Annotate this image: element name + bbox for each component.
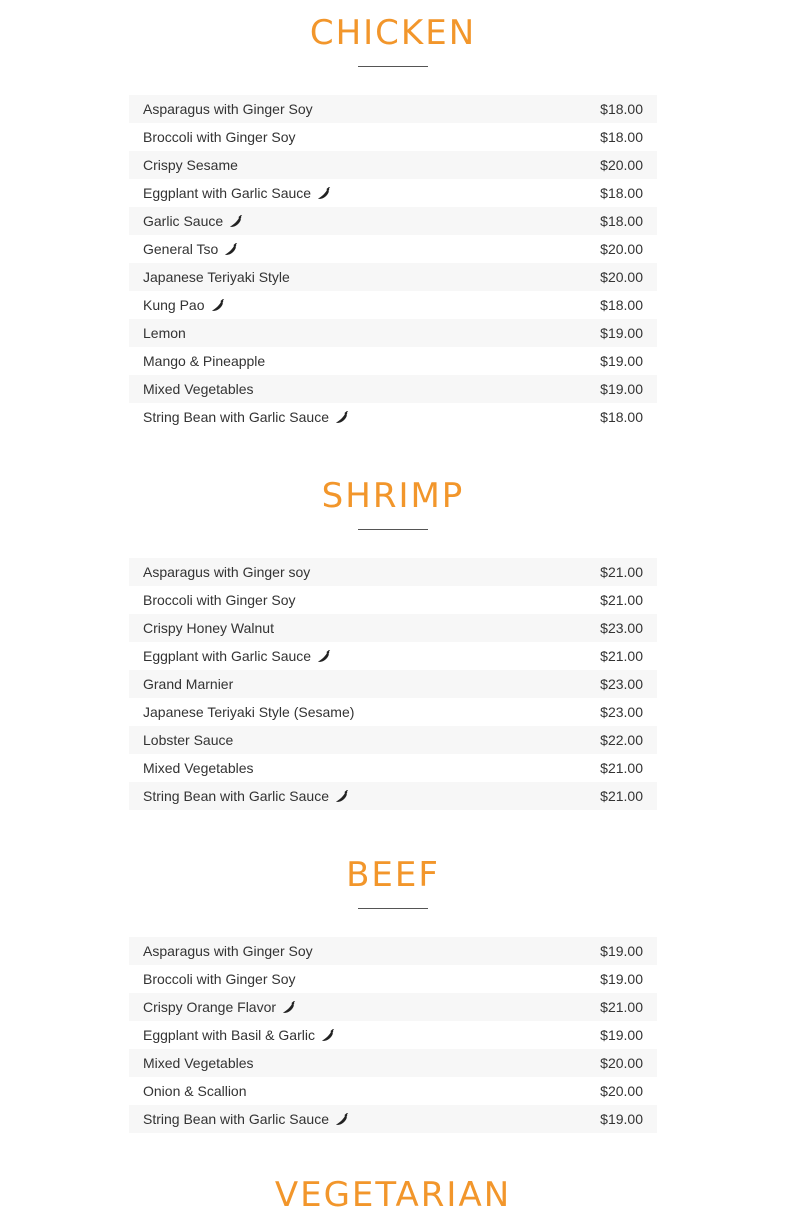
menu-item-row <box>129 614 657 642</box>
section-title: CHICKEN <box>309 13 477 53</box>
chili-pepper-icon <box>210 297 226 313</box>
chili-pepper-icon <box>281 999 297 1015</box>
menu-item-row <box>129 95 657 123</box>
menu-item-row <box>129 151 657 179</box>
menu-item-price: $18.00 <box>600 101 643 117</box>
menu-item-name: Eggplant with Basil & Garlic <box>143 1027 315 1043</box>
menu-item-list <box>129 937 657 1133</box>
menu-item-name: Lobster Sauce <box>143 732 234 748</box>
menu-item-name-group <box>143 381 254 397</box>
chili-pepper-icon <box>316 648 332 664</box>
menu-item-name-group <box>143 213 244 229</box>
menu-item-name: Crispy Sesame <box>143 157 238 173</box>
menu-section-chicken <box>129 13 657 431</box>
menu-item-name: Eggplant with Garlic Sauce <box>143 185 312 201</box>
menu-item-name: Mango & Pineapple <box>143 353 266 369</box>
menu-item-row <box>129 642 657 670</box>
menu-item-name-group <box>143 297 226 313</box>
chili-pepper-icon <box>228 213 244 229</box>
menu-item-price: $23.00 <box>600 704 643 720</box>
menu-item-row <box>129 207 657 235</box>
menu-item-name: Japanese Teriyaki Style (Sesame) <box>143 704 355 720</box>
menu-item-name-group <box>143 592 296 608</box>
menu-item-row <box>129 123 657 151</box>
menu-item-name-group <box>143 760 254 776</box>
menu-item-name: General Tso <box>143 241 219 257</box>
menu-item-row <box>129 782 657 810</box>
menu-item-name: Grand Marnier <box>143 676 234 692</box>
menu-item-price: $18.00 <box>600 409 643 425</box>
menu-item-name: Eggplant with Garlic Sauce <box>143 648 312 664</box>
menu-item-name-group <box>143 704 354 720</box>
menu-item-price: $19.00 <box>600 943 643 959</box>
menu-item-price: $20.00 <box>600 157 643 173</box>
menu-item-price: $20.00 <box>600 241 643 257</box>
chili-pepper-icon <box>223 241 239 257</box>
menu-item-name-group <box>143 1111 350 1127</box>
menu-item-price: $21.00 <box>600 999 643 1015</box>
menu-item-price: $21.00 <box>600 564 643 580</box>
menu-item-name-group <box>143 241 239 257</box>
menu-item-name: Garlic Sauce <box>143 213 224 229</box>
menu-item-price: $22.00 <box>600 732 643 748</box>
menu-item-row <box>129 1021 657 1049</box>
menu-item-list <box>129 558 657 810</box>
menu-item-price: $21.00 <box>600 648 643 664</box>
menu-item-name: Lemon <box>143 325 186 341</box>
menu-item-name-group <box>143 1083 247 1099</box>
menu-item-name: Broccoli with Ginger Soy <box>143 971 296 987</box>
menu-item-price: $19.00 <box>600 325 643 341</box>
menu-item-name-group <box>143 788 350 804</box>
menu-item-name-group <box>143 943 313 959</box>
menu-item-name: Kung Pao <box>143 297 205 313</box>
chili-pepper-icon <box>316 185 332 201</box>
menu-item-row <box>129 1105 657 1133</box>
menu-item-row <box>129 993 657 1021</box>
section-title: SHRIMP <box>321 476 465 516</box>
menu-item-name-group <box>143 269 290 285</box>
menu-item-name-group <box>143 129 296 145</box>
menu-item-row <box>129 375 657 403</box>
menu-item-name-group <box>143 1027 336 1043</box>
menu-item-row <box>129 586 657 614</box>
chili-pepper-icon <box>334 409 350 425</box>
menu-item-price: $19.00 <box>600 1027 643 1043</box>
section-title: VEGETARIAN <box>274 1175 512 1215</box>
menu-item-row <box>129 291 657 319</box>
menu-item-name: String Bean with Garlic Sauce <box>143 409 329 425</box>
menu-item-price: $19.00 <box>600 353 643 369</box>
menu-item-row <box>129 670 657 698</box>
menu-item-price: $19.00 <box>600 1111 643 1127</box>
menu-item-name-group <box>143 185 332 201</box>
menu-item-row <box>129 179 657 207</box>
menu-item-row <box>129 1049 657 1077</box>
chili-pepper-icon <box>334 788 350 804</box>
menu-item-row <box>129 754 657 782</box>
menu-item-price: $18.00 <box>600 297 643 313</box>
menu-item-row <box>129 558 657 586</box>
menu-item-name-group <box>143 971 296 987</box>
menu-item-row <box>129 965 657 993</box>
menu-item-name: String Bean with Garlic Sauce <box>143 1111 329 1127</box>
menu-item-name-group <box>143 325 186 341</box>
section-divider <box>358 529 428 530</box>
menu-item-row <box>129 263 657 291</box>
menu-item-name-group <box>143 676 233 692</box>
menu-section-shrimp <box>129 476 657 810</box>
menu-item-price: $18.00 <box>600 129 643 145</box>
menu-item-price: $23.00 <box>600 676 643 692</box>
menu-item-name: Mixed Vegetables <box>143 381 254 397</box>
menu-item-name-group <box>143 564 310 580</box>
menu-item-name: Broccoli with Ginger Soy <box>143 592 296 608</box>
menu-item-row <box>129 726 657 754</box>
menu-item-price: $20.00 <box>600 269 643 285</box>
menu-item-price: $21.00 <box>600 592 643 608</box>
menu-item-list <box>129 95 657 431</box>
menu-item-name-group <box>143 1055 254 1071</box>
menu-item-price: $20.00 <box>600 1083 643 1099</box>
menu-item-name-group <box>143 101 313 117</box>
menu-item-row <box>129 937 657 965</box>
menu-item-name: Asparagus with Ginger Soy <box>143 943 313 959</box>
menu-item-name: Crispy Orange Flavor <box>143 999 277 1015</box>
menu-item-name-group <box>143 999 297 1015</box>
menu-item-price: $18.00 <box>600 213 643 229</box>
menu-item-row <box>129 235 657 263</box>
section-divider <box>358 66 428 67</box>
menu-item-name-group <box>143 648 332 664</box>
menu-item-price: $21.00 <box>600 788 643 804</box>
menu-section-vegetarian <box>129 1175 657 1215</box>
menu-item-name: Asparagus with Ginger soy <box>143 564 311 580</box>
chili-pepper-icon <box>320 1027 336 1043</box>
menu-item-row <box>129 319 657 347</box>
menu-item-price: $18.00 <box>600 185 643 201</box>
menu-item-price: $19.00 <box>600 381 643 397</box>
menu-item-price: $23.00 <box>600 620 643 636</box>
menu-item-price: $19.00 <box>600 971 643 987</box>
menu-item-row <box>129 698 657 726</box>
section-title: BEEF <box>346 855 440 895</box>
menu-item-row <box>129 403 657 431</box>
menu-item-name: Mixed Vegetables <box>143 760 254 776</box>
menu-item-row <box>129 347 657 375</box>
menu-item-name: Japanese Teriyaki Style <box>143 269 290 285</box>
menu-item-name-group <box>143 620 274 636</box>
menu-item-name-group <box>143 732 233 748</box>
chili-pepper-icon <box>334 1111 350 1127</box>
menu-item-name-group <box>143 157 238 173</box>
menu-item-name: Asparagus with Ginger Soy <box>143 101 313 117</box>
menu-item-name: Broccoli with Ginger Soy <box>143 129 296 145</box>
menu-item-price: $20.00 <box>600 1055 643 1071</box>
section-divider <box>358 908 428 909</box>
menu-item-name: Crispy Honey Walnut <box>143 620 274 636</box>
menu-item-price: $21.00 <box>600 760 643 776</box>
menu-section-beef <box>129 855 657 1133</box>
menu-item-name: String Bean with Garlic Sauce <box>143 788 329 804</box>
menu-item-row <box>129 1077 657 1105</box>
menu-item-name: Mixed Vegetables <box>143 1055 254 1071</box>
menu-item-name: Onion & Scallion <box>143 1083 247 1099</box>
menu-item-name-group <box>143 353 265 369</box>
menu-item-name-group <box>143 409 350 425</box>
